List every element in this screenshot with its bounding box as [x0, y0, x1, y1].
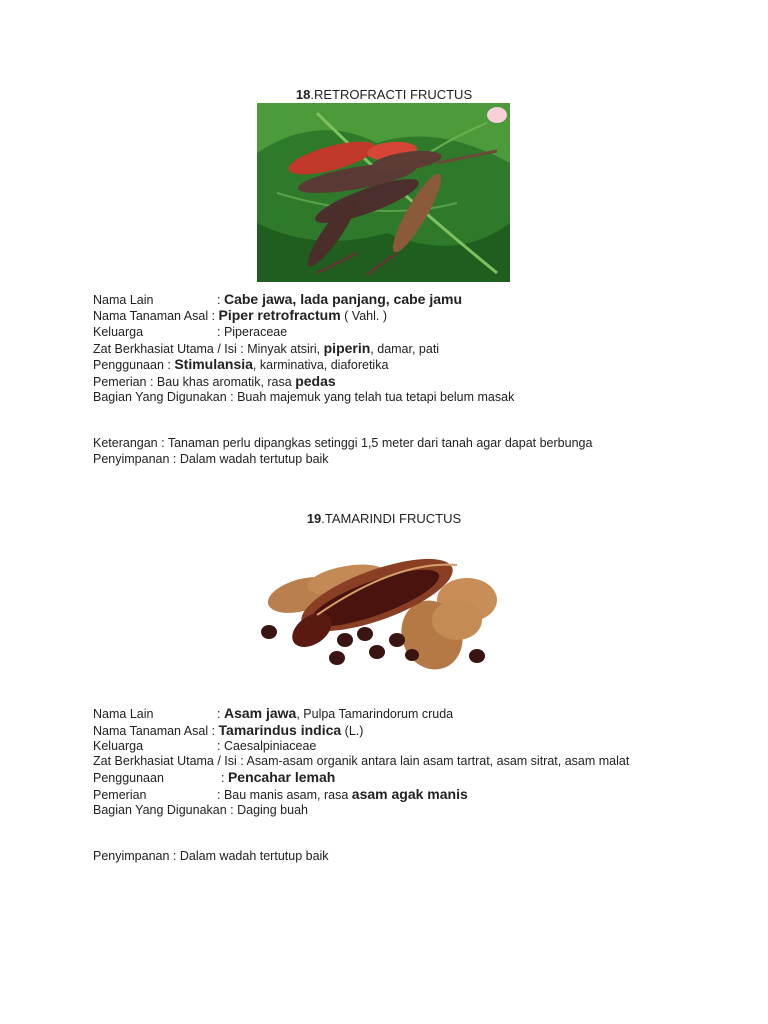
s19-penggunaan: Penggunaan : Pencahar lemah: [93, 769, 336, 785]
s19-nama-lain: Nama Lain : Asam jawa, Pulpa Tamarindorum cruda: [93, 705, 454, 721]
s18-bagian: Bagian Yang Digunakan : Buah majemuk yang telah tua tetapi belum masak: [93, 390, 515, 404]
s18-keluarga: Keluarga : Piperaceae: [93, 325, 288, 339]
s18-penggunaan: Penggunaan : Stimulansia, karminativa, diaforetika: [93, 356, 389, 372]
s19-nama-tanaman: Nama Tanaman Asal : Tamarindus indica (L.): [93, 722, 364, 738]
long-pepper-image: [257, 103, 510, 282]
section-18-title: 18.RETROFRACTI FRUCTUS: [295, 87, 473, 102]
s19-pemerian: Pemerian : Bau manis asam, rasa asam agak manis: [93, 786, 468, 802]
s18-pemerian: Pemerian : Bau khas aromatik, rasa pedas: [93, 373, 336, 389]
s18-penyimpanan: Penyimpanan : Dalam wadah tertutup baik: [93, 452, 329, 466]
s18-nama-tanaman: Nama Tanaman Asal : Piper retrofractum ( Vahl. ): [93, 307, 387, 323]
s18-nama-lain: Nama Lain : Cabe jawa, lada panjang, cabe jamu: [93, 291, 463, 307]
tamarind-image: [257, 540, 510, 675]
s19-zat: Zat Berkhasiat Utama / Isi : Asam-asam organik antara lain asam tartrat, asam sitrat, asam malat: [93, 754, 630, 768]
s18-zat: Zat Berkhasiat Utama / Isi : Minyak atsiri, piperin, damar, pati: [93, 340, 440, 356]
s19-bagian: Bagian Yang Digunakan : Daging buah: [93, 803, 308, 817]
s18-keterangan: Keterangan : Tanaman perlu dipangkas setinggi 1,5 meter dari tanah agar dapat berbunga: [93, 436, 593, 450]
s19-penyimpanan: Penyimpanan : Dalam wadah tertutup baik: [93, 849, 329, 863]
section-19-title: 19.TAMARINDI FRUCTUS: [306, 511, 462, 526]
s19-keluarga: Keluarga : Caesalpiniaceae: [93, 739, 317, 753]
